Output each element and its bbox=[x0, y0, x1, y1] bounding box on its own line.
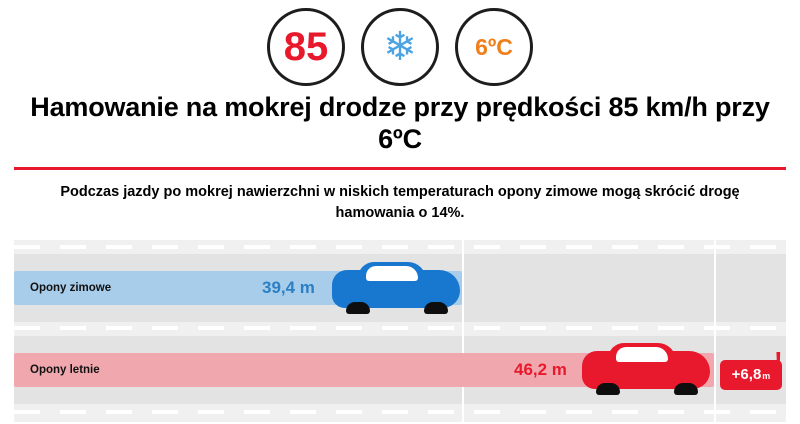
subtitle-text: Podczas jazdy po mokrej nawierzchni w niskich temperaturach opony zimowe mogą skrócić drogę hamowania o 14%. bbox=[60, 184, 740, 222]
braking-distance-chart bbox=[14, 240, 786, 422]
difference-badge bbox=[720, 360, 782, 390]
stop-line-winter bbox=[462, 240, 464, 422]
bar-label-winter: Opony zimowe bbox=[30, 282, 112, 295]
car-window bbox=[616, 347, 668, 362]
lane-marking-bottom bbox=[14, 410, 786, 414]
bar-value-summer: 46,2 m bbox=[514, 360, 567, 380]
blue-car-icon bbox=[332, 262, 460, 316]
car-wheel-rear bbox=[346, 302, 370, 314]
lane-marking-top bbox=[14, 245, 786, 249]
car-window bbox=[366, 266, 418, 281]
exclamation-icon: ! bbox=[774, 346, 783, 377]
speed-badge bbox=[267, 8, 345, 86]
difference-value: +6,8 bbox=[731, 366, 762, 384]
car-wheel-front bbox=[674, 383, 698, 395]
bar-label-summer: Opony letnie bbox=[30, 364, 100, 377]
snowflake-icon: ❄ bbox=[383, 25, 417, 69]
car-wheel-front bbox=[424, 302, 448, 314]
badge-row bbox=[0, 0, 800, 86]
page-title: Hamowanie na mokrej drodze przy prędkości 85 km/h przy 6ºC bbox=[30, 92, 770, 154]
car-wheel-rear bbox=[596, 383, 620, 395]
temperature-badge bbox=[455, 8, 533, 86]
lane-marking-middle bbox=[14, 326, 786, 330]
stop-line-summer bbox=[714, 240, 716, 422]
difference-unit: m bbox=[762, 371, 771, 382]
red-car-icon bbox=[582, 343, 710, 397]
bar-value-winter: 39,4 m bbox=[262, 278, 315, 298]
snowflake-badge bbox=[361, 8, 439, 86]
speed-value: 85 bbox=[283, 25, 329, 69]
temperature-value: 6ºC bbox=[475, 33, 513, 60]
